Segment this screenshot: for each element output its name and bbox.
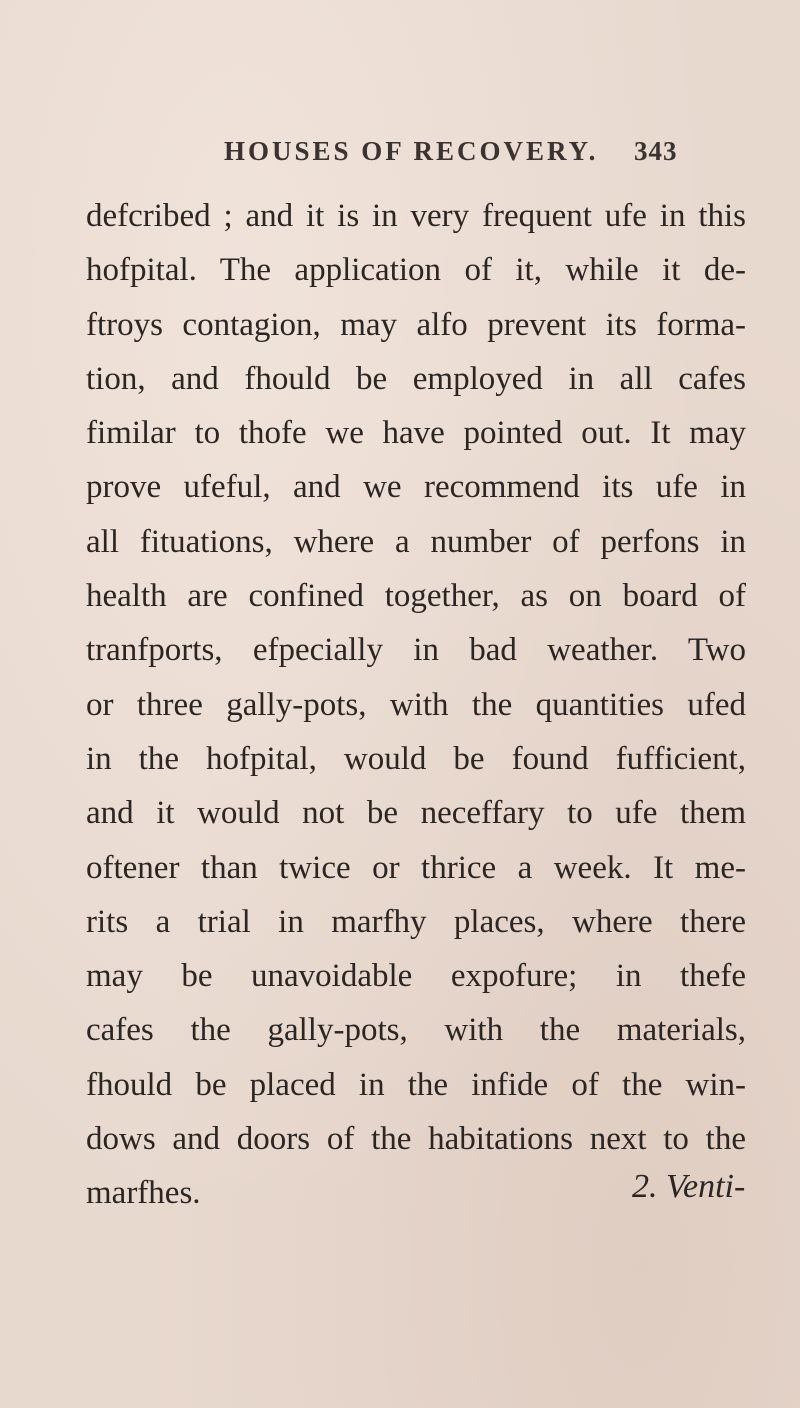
text-line: all fituations, where a number of perfons in — [86, 523, 746, 560]
text-line: ftroys contagion, may alfo prevent its forma- — [86, 306, 746, 343]
text-line: defcribed ; and it is in very frequent ufe in this — [86, 198, 746, 234]
text-line: marfhes. — [86, 1175, 201, 1212]
text-line: may be unavoidable expofure; in thefe — [86, 958, 746, 995]
text-line: tranfports, efpecially in bad weather. Two — [86, 632, 746, 669]
text-line: or three gally-pots, with the quantities ufed — [86, 686, 746, 723]
running-title: HOUSES OF RECOVERY. — [224, 136, 599, 166]
text-line: prove ufeful, and we recommend its ufe in — [86, 469, 746, 506]
text-line: rits a trial in marfhy places, where there — [86, 903, 746, 940]
text-line: fimilar to thofe we have pointed out. It may — [86, 415, 746, 452]
text-line: dows and doors of the habitations next to the — [86, 1121, 746, 1158]
body-text — [86, 189, 746, 1221]
text-line: cafes the gally-pots, with the materials, — [86, 1012, 746, 1049]
text-line: in the hofpital, would be found fufficient, — [86, 740, 746, 777]
text-line: fhould be placed in the infide of the win- — [86, 1066, 746, 1103]
text-line: oftener than twice or thrice a week. It me- — [86, 849, 746, 886]
text-line: tion, and fhould be employed in all cafes — [86, 360, 746, 397]
text-line: health are confined together, as on board of — [86, 578, 746, 615]
catchword: 2. Venti- — [632, 1168, 746, 1205]
text-line: and it would not be neceffary to ufe them — [86, 795, 746, 832]
page-number: 343 — [634, 136, 678, 166]
text-line: hofpital. The application of it, while it de- — [86, 252, 746, 289]
